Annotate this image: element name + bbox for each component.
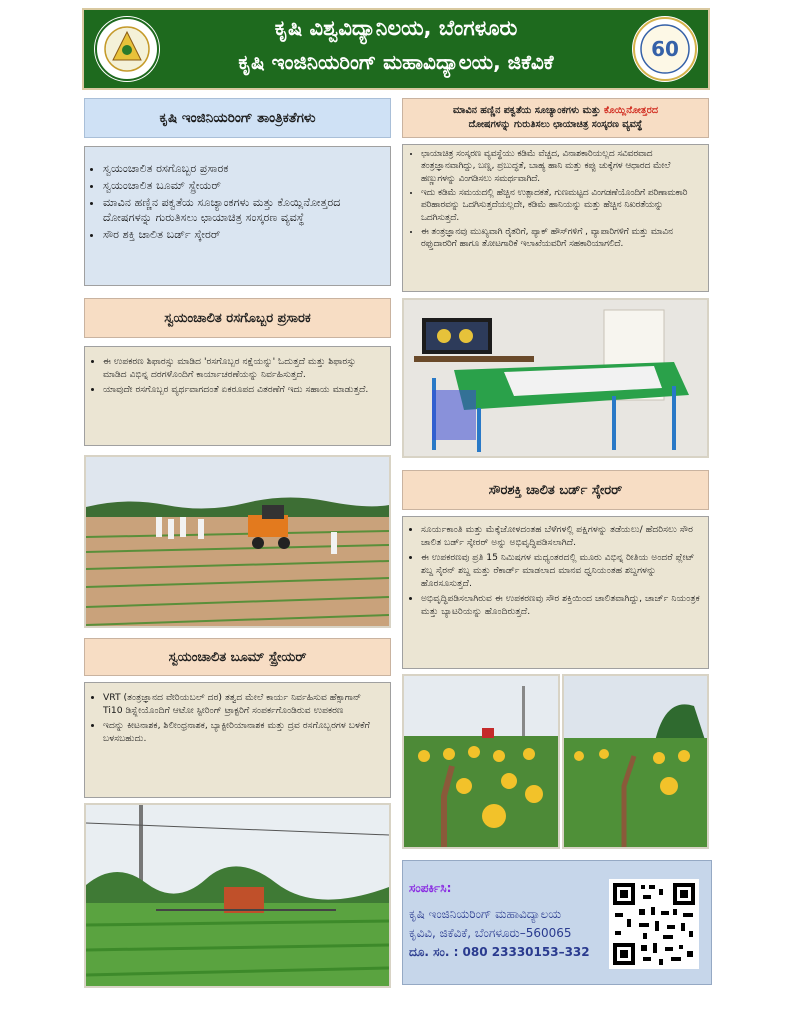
mango-point: • ಇದು ಕಡಿಮೆ ಸಮಯದಲ್ಲಿ ಹೆಚ್ಚಿನ ಉತ್ಪಾದಕತೆ, ಗುಣಮಟ್ಟದ ವಿಂಗಡಣೆಯೊಂದಿಗೆ ಪರಿಣಾಮಕಾರಿ ಪರಿಹಾರವನ್ನು ಒದಗಿಸುತ್ತದೆಯಲ್ಲದೇ, ಕಡಿಮೆ ಹಾನಿಯನ್ನು ಮತ್ತು ಹೆಚ್ಚಿನ ನಿಖರತೆಯನ್ನು ಒದಗಿಸುತ್ತದೆ. <box>421 187 700 224</box>
mango-point: • ಛಾಯಾಚಿತ್ರ ಸಂಸ್ಕರಣ ವ್ಯವಸ್ಥೆಯು ಕಡಿಮೆ ವೆಚ್ಚದ, ವಿನಾಶಕಾರಿಯಲ್ಲದ ಸವಿವರವಾದ ತಂತ್ರಜ್ಞಾನವಾಗಿದ್ದು, ಬಣ್ಣ, ಪ್ರಬುದ್ಧತೆ, ಬಾಹ್ಯ ಹಾನಿ ಮತ್ತು ಕಪ್ಪು ಚುಕ್ಕೆಗಳ ಆಧಾರದ ಮೇಲೆ ಹಣ್ಣುಗಳನ್ನು ವಿಂಗಡಿಸಲು ಸಮರ್ಥವಾಗಿದೆ. <box>421 148 700 185</box>
contact-address: ಕೃವಿವಿ, ಜಿಕೆವಿಕೆ, ಬೆಂಗಳೂರು–560065 <box>409 926 572 940</box>
technology-item: • ಮಾವಿನ ಹಣ್ಣಿನ ಪಕ್ವತೆಯ ಸೂಚ್ಯಾಂಕಗಳು ಮತ್ತು ಕೊಯ್ಲಿನೋತ್ತರದ ದೋಷಗಳನ್ನು ಗುರುತಿಸಲು ಛಾಯಾಚಿತ್ರ ಸಂಸ್ಕರಣ ವ್ಯವಸ್ಥೆ <box>103 195 382 225</box>
fertilizer-text-box <box>84 346 391 446</box>
university-title: ಕೃಷಿ ವಿಶ್ವವಿದ್ಯಾನಿಲಯ, ಬೆಂಗಳೂರು <box>274 16 518 40</box>
fertilizer-heading: ಸ್ವಯಂಚಾಲಿತ ರಸಗೊಬ್ಬರ ಪ್ರಸಾರಕ <box>84 298 391 338</box>
mango-heading-part2: ದೋಷಗಳನ್ನು ಗುರುತಿಸಲು ಛಾಯಾಚಿತ್ರ ಸಂಸ್ಕರಣ ವ್ಯವಸ್ಥೆ <box>468 119 643 130</box>
technologies-list-box <box>84 146 391 286</box>
contact-box <box>402 860 712 985</box>
boom-point: • VRT (ತಂತ್ರಜ್ಞಾನದ ವೇರಿಯಬಲ್ ದರ) ತತ್ವದ ಮೇಲೆ ಕಾರ್ಯ ನಿರ್ವಹಿಸುವ ಹೆಕ್ಸಾಗಾನ್ Ti10 ಡಿಸ್ಪ್ಲೇಯೊಂದಿಗೆ ಆಟೋ ಸ್ಟೀರಿಂಗ್ ಟ್ರಾಕ್ಟರಿಗೆ ಸಂಪರ್ಕಗೊಂಡಿರುವ ಉಪಕರಣ <box>103 691 382 717</box>
mango-heading-part1: ಮಾವಿನ ಹಣ್ಣಿನ ಪಕ್ವತೆಯ ಸೂಚ್ಯಾಂಕಗಳು ಮತ್ತು <box>452 105 604 117</box>
fertilizer-point: • ಈ ಉಪಕರಣ ಶಿಫಾರಸ್ಸು ಮಾಡಿದ 'ರಸಗೊಬ್ಬರ ನಕ್ಷೆಯನ್ನು' ಓದುತ್ತದೆ ಮತ್ತು ಶಿಫಾರಸ್ಸು ಮಾಡಿದ ವಿಭಿನ್ನ ದರಗಳೊಂದಿಗೆ ಕಾರ್ಯಾಚರಣೆಯನ್ನು ನಿರ್ವಹಿಸುತ್ತದೆ. <box>103 355 382 381</box>
college-title: ಕೃಷಿ ಇಂಜಿನಿಯರಿಂಗ್ ಮಹಾವಿದ್ಯಾಲಯ, ಜಿಕೆವಿಕೆ <box>238 50 554 74</box>
mango-point: • ಈ ತಂತ್ರಜ್ಞಾನವು ಮುಖ್ಯವಾಗಿ ರೈತರಿಗೆ, ಪ್ಯಾಕ್ ಹೌಸ್‌ಗಳಿಗೆ , ವ್ಯಾಪಾರಿಗಳಿಗೆ ಮತ್ತು ಮಾವಿನ ರಫ್ತುದಾರರಿಗೆ ಹಾಗೂ ತೋಟಗಾರಿಕೆ ಇಲಾಖೆಯವರಿಗೆ ಸಹಕಾರಿಯಾಗಲಿದೆ. <box>421 226 700 251</box>
mango-sorter-photo <box>402 298 709 458</box>
contact-phone: ದೂ. ಸಂ. : 080 23330153–332 <box>409 945 590 959</box>
bird-point: • ಸೂರ್ಯಕಾಂತಿ ಮತ್ತು ಮೆಕ್ಕೆಜೋಳದಂತಹ ಬೆಳೆಗಳಲ್ಲಿ ಪಕ್ಷಿಗಳನ್ನು ತಡೆಯಲು/ ಹೆದರಿಸಲು ಸೌರ ಚಾಲಿತ ಬರ್ಡ್ ಸ್ಕೇರರ್ ಅನ್ನು ಅಭಿವೃದ್ಧಿಪಡಿಸಲಾಗಿದೆ. <box>421 523 700 549</box>
sunflower-photo-left <box>402 674 560 849</box>
mango-heading <box>402 98 709 138</box>
jubilee-number: 60 <box>651 37 679 61</box>
fertilizer-point: • ಯಾವುದೇ ರಸಗೊಬ್ಬರ ವ್ಯರ್ಥವಾಗದಂತೆ ಏಕರೂಪದ ವಿತರಣೆಗೆ ಇದು ಸಹಾಯ ಮಾಡುತ್ತದೆ. <box>103 383 382 396</box>
technology-item: • ಸ್ವಯಂಚಾಲಿತ ಬೂಮ್ ಸ್ಪ್ರೇಯರ್ <box>103 178 382 193</box>
technology-item: • ಸೌರ ಶಕ್ತಿ ಚಾಲಿತ ಬರ್ಡ್ ಸ್ಕೇರರ್ <box>103 227 382 242</box>
boom-sprayer-photo <box>84 803 391 988</box>
technologies-heading: ಕೃಷಿ ಇಂಜಿನಿಯರಿಂಗ್ ತಾಂತ್ರಿಕತೆಗಳು <box>84 98 391 138</box>
fertilizer-field-photo <box>84 455 391 628</box>
bird-heading: ಸೌರಶಕ್ತಿ ಚಾಲಿತ ಬರ್ಡ್ ಸ್ಕೇರರ್ <box>402 470 709 510</box>
boom-text-box <box>84 682 391 798</box>
bird-point: • ಅಭಿವೃದ್ಧಿಪಡಿಸಲಾಗಿರುವ ಈ ಉಪಕರಣವು ಸೌರ ಶಕ್ತಿಯಿಂದ ಚಾಲಿತವಾಗಿದ್ದು, ಚಾರ್ಜ್ ನಿಯಂತ್ರಕ ಮತ್ತು ಬ್ಯಾಟರಿಯನ್ನು ಹೊಂದಿರುತ್ತದೆ. <box>421 592 700 618</box>
contact-college: ಕೃಷಿ ಇಂಜಿನಿಯರಿಂಗ್ ಮಹಾವಿದ್ಯಾಲಯ <box>409 907 562 921</box>
bird-point: • ಈ ಉಪಕರಣವು ಪ್ರತಿ 15 ನಿಮಿಷಗಳ ಮಧ್ಯಂತರದಲ್ಲಿ ಮೂರು ವಿಭಿನ್ನ ರೀತಿಯ ಅಂದರೆ ಪ್ಲೇಟ್ ಶಬ್ದ ಸೈರನ್ ಶಬ್ದ ಮತ್ತು ರೆಕಾರ್ಡ್ ಮಾಡಲಾದ ಮಾನವ ಧ್ವನಿಯಂತಹ ಶಬ್ದಗಳನ್ನು ಹೊರಸೂಸುತ್ತದೆ. <box>421 551 700 590</box>
boom-point: • ಇದನ್ನು ಕೀಟನಾಶಕ, ಶಿಲೀಂಧ್ರನಾಶಕ, ಬ್ಯಾಕ್ಟೀರಿಯಾನಾಶಕ ಮತ್ತು ದ್ರವ ರಸಗೊಬ್ಬರಗಳ ಬಳಕೆಗೆ ಬಳಸಬಹುದು. <box>103 719 382 745</box>
page-header <box>82 8 710 90</box>
diamond-jubilee-logo <box>632 16 698 82</box>
boom-heading: ಸ್ವಯಂಚಾಲಿತ ಬೂಮ್ ಸ್ಪ್ರೇಯರ್ <box>84 638 391 676</box>
sunflower-photo-right <box>562 674 709 849</box>
mango-heading-highlight: ಕೊಯ್ಲಿನೋತ್ತರದ <box>604 105 659 117</box>
qr-code-icon[interactable] <box>609 879 699 969</box>
bird-text-box <box>402 516 709 669</box>
contact-label: ಸಂಪರ್ಕಿಸಿ: <box>409 881 452 895</box>
mango-text-box <box>402 144 709 292</box>
technology-item: • ಸ್ವಯಂಚಾಲಿತ ರಸಗೊಬ್ಬರ ಪ್ರಸಾರಕ <box>103 161 382 176</box>
